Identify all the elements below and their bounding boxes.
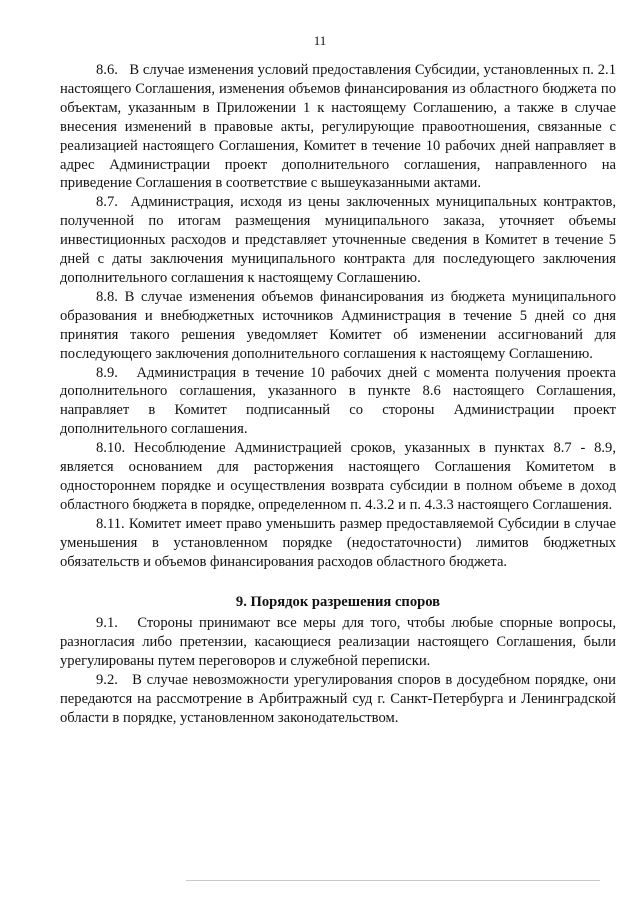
clause-9-2: 9.2. В случае невозможности урегулирования споров в досудебном порядке, они передаются на рассмотрение в Арбитражный суд г. Санкт-Петербурга и Ленинградской области в порядке, установленном законодательством. (60, 672, 616, 726)
clause-8-7: 8.7. Администрация, исходя из цены заключенных муниципальных контрактов, полученной по итогам размещения муниципального заказа, уточняет объемы инвестиционных расходов и представляет уточненные сведения в Комитет в течение 5 дней с даты заключения муниципального контракта для последующего заключения дополнительного соглашения к настоящему Соглашению. (60, 194, 616, 286)
clause-8-10: 8.10. Несоблюдение Администрацией сроков, указанных в пунктах 8.7 - 8.9, является основанием для расторжения настоящего Соглашения Комитетом в одностороннем порядке и осуществления возврата субсидии в полном объеме в доход областного бюджета в порядке, определенном п. 4.3.2 и п. 4.3.3 настоящего Соглашения. (60, 440, 616, 513)
section-9-title: 9. Порядок разрешения споров (235, 594, 441, 611)
page-number: 11 (313, 33, 327, 48)
clause-9-1: 9.1. Стороны принимают все меры для того, чтобы любые спорные вопросы, разногласия либо претензии, касающиеся реализации настоящего Соглашения, были урегулированы путем переговоров и служебной переписки. (60, 615, 616, 670)
clause-8-11: 8.11. Комитет имеет право уменьшить размер предоставляемой Субсидии в случае уменьшения в установленном порядке (недостаточности) лимитов бюджетных обязательств и объемов финансирования расходов областного бюджета. (60, 515, 616, 570)
clause-8-6: 8.6. В случае изменения условий предоставления Субсидии, установленных п. 2.1 настоящего Соглашения, изменения объемов финансирования из областного бюджета по объектам, указанным в Приложении 1 к настоящему Соглашению, а также в случае внесения изменений в правовые акты, регулирующие правоотношения, связанные с реализацией настоящего Соглашения, Комитет в течение 10 рабочих дней направляет в адрес Администрации проект дополнительного соглашения, направленного на приведение Соглашения в соответствие с вышеуказанными актами. (60, 62, 616, 192)
clause-8-8: 8.8. В случае изменения объемов финансирования из бюджета муниципального образования и внебюджетных источников Администрация в течение 5 дней со дня принятия такого решения уведомляет Комитет об изменении ассигнований для последующего заключения дополнительного соглашения к настоящему Соглашению. (60, 288, 616, 362)
document-body (60, 61, 616, 728)
page-divider (186, 880, 600, 881)
clause-8-9: 8.9. Администрация в течение 10 рабочих дней с момента получения проекта дополнительного соглашения, указанного в пункте 8.6 настоящего Соглашения, направляет в Комитет подписанный со стороны Администрации проект дополнительного соглашения. (60, 364, 616, 438)
